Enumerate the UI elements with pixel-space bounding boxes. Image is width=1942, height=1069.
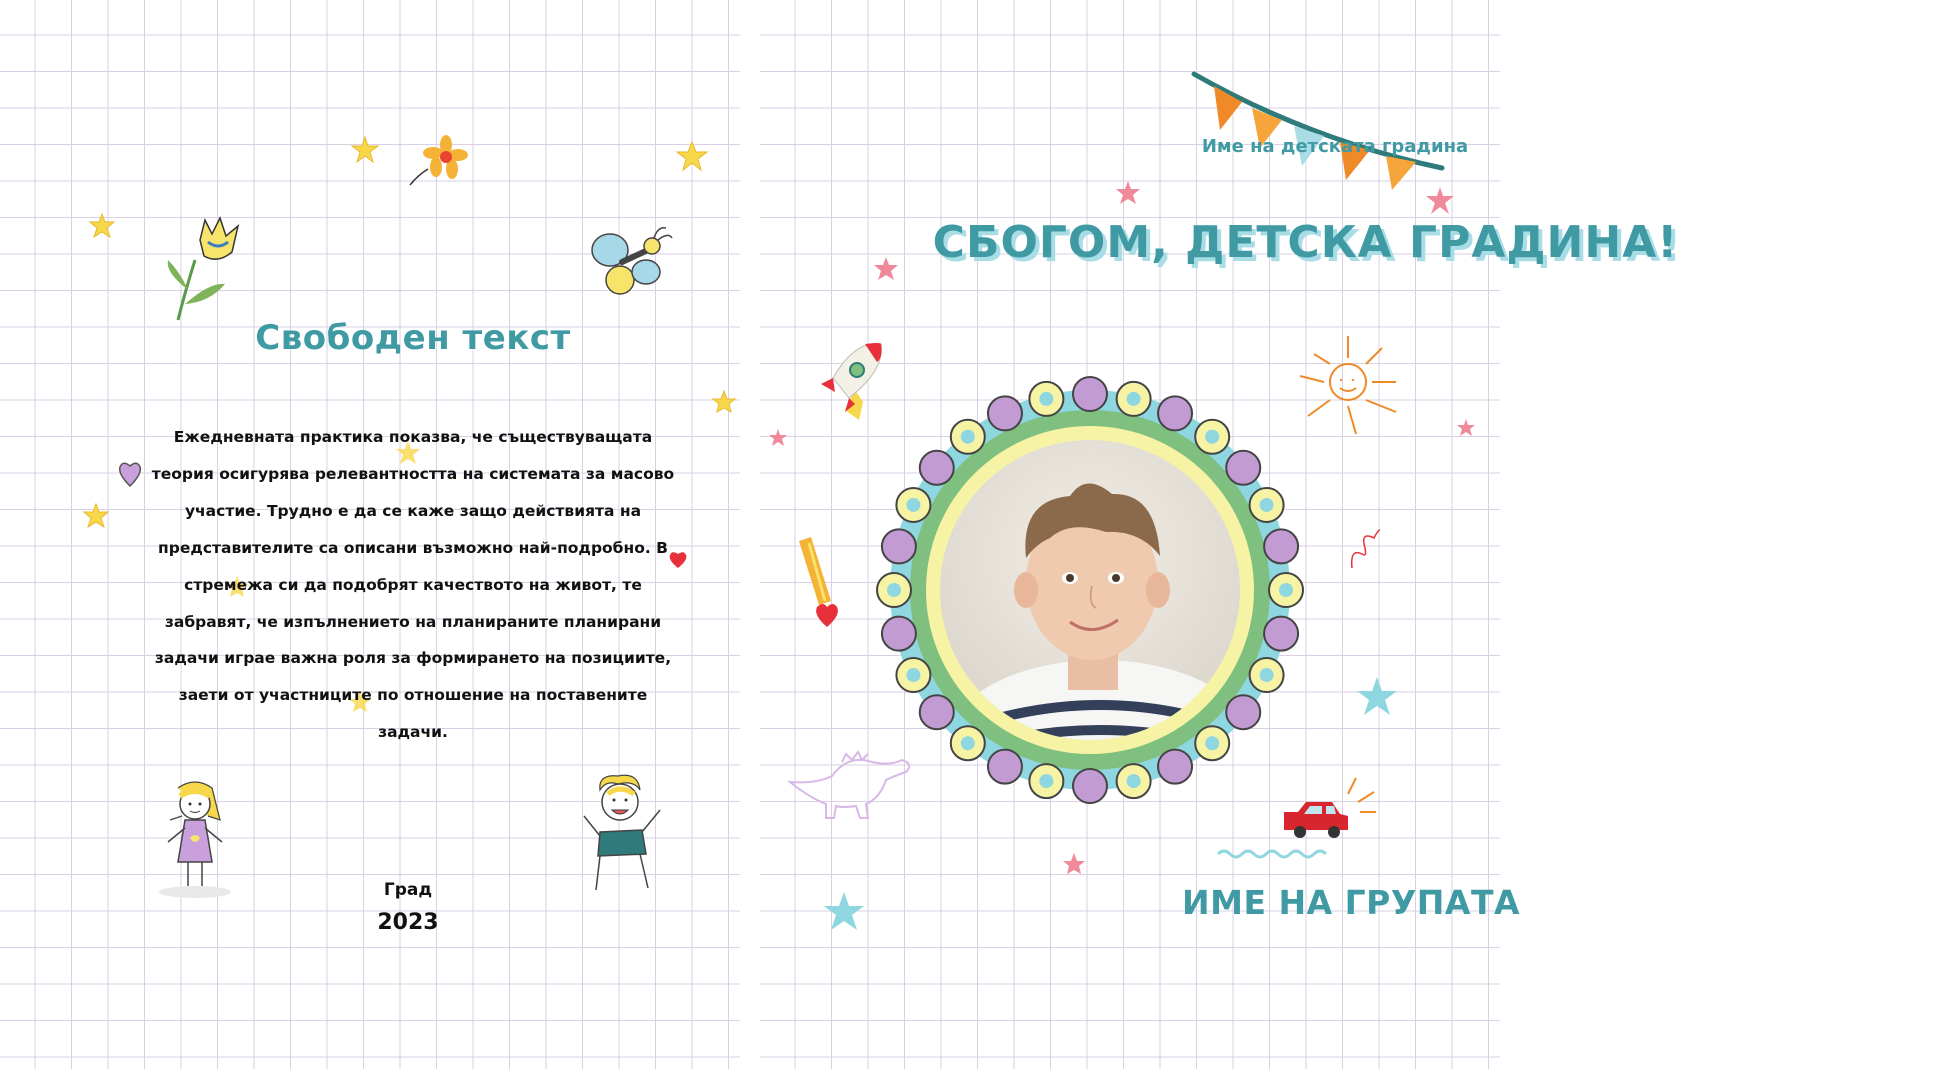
frame-bead-dot [1205, 736, 1219, 750]
frame-bead [988, 396, 1022, 430]
frame-bead-dot [906, 668, 920, 682]
photo-frame [860, 360, 1320, 820]
frame-bead-dot [887, 583, 901, 597]
tulip-icon [160, 212, 255, 327]
comet-icon [795, 535, 845, 635]
frame-bead [988, 750, 1022, 784]
left-page [0, 0, 740, 1069]
flower-icon [408, 135, 470, 187]
frame-bead-dot [1039, 392, 1053, 406]
kindergarten-name: Име на детската градина [1201, 136, 1469, 157]
butterfly-icon [588, 222, 678, 300]
frame-bead-dot [1039, 774, 1053, 788]
right-page [760, 0, 1679, 1069]
year-label: 2023 [377, 910, 439, 935]
frame-bead [920, 451, 954, 485]
frame-bead-dot [961, 430, 975, 444]
cover-title: СБОГОМ, ДЕТСКА ГРАДИНА! [932, 217, 1679, 268]
frame-bead-dot [1127, 774, 1141, 788]
boy-drawing-icon [578, 770, 678, 895]
frame-bead [1226, 451, 1260, 485]
star-icon [768, 428, 788, 448]
star-icon [1115, 180, 1141, 206]
star-icon [712, 390, 736, 414]
city-label: Град [383, 880, 433, 900]
frame-bead [1158, 750, 1192, 784]
frame-bead-dot [1260, 498, 1274, 512]
frame-bead-dot [961, 736, 975, 750]
squiggle-icon [1348, 528, 1382, 574]
star-icon [82, 502, 110, 530]
page-title: Свободен текст [255, 318, 571, 358]
star-icon [1062, 852, 1086, 876]
spine [740, 0, 760, 1069]
star-icon [350, 135, 380, 165]
group-name: ИМЕ НА ГРУПАТА [1182, 883, 1520, 922]
frame-bead [1264, 617, 1298, 651]
star-icon [1424, 185, 1456, 217]
body-text: Ежедневната практика показва, че съществуващата теория осигурява релевантността на системата за масово участие. Трудно е да се каже защо действията на представителите са описани възможно най-подробно. В стремежа си да подобрят качеството на живот, те забравят, че изпълнението на планираните планирани задачи играе важна роля за формирането на позициите, заети от участниците по отношение на поставените задачи. [151, 428, 675, 742]
star-icon [1355, 675, 1399, 719]
star-icon [1456, 418, 1476, 438]
frame-bead-dot [1205, 430, 1219, 444]
frame-bead [882, 529, 916, 563]
frame-bead [1264, 529, 1298, 563]
frame-bead [1073, 769, 1107, 803]
star-icon [675, 140, 709, 174]
heart-icon [118, 460, 142, 488]
frame-bead [1158, 396, 1192, 430]
star-icon [88, 212, 116, 240]
frame-bead-dot [1260, 668, 1274, 682]
frame-bead-dot [1279, 583, 1293, 597]
frame-bead-dot [906, 498, 920, 512]
frame-bead [1226, 695, 1260, 729]
frame-bead [1073, 377, 1107, 411]
frame-bead [920, 695, 954, 729]
frame-bead-dot [1127, 392, 1141, 406]
frame-bead [882, 617, 916, 651]
